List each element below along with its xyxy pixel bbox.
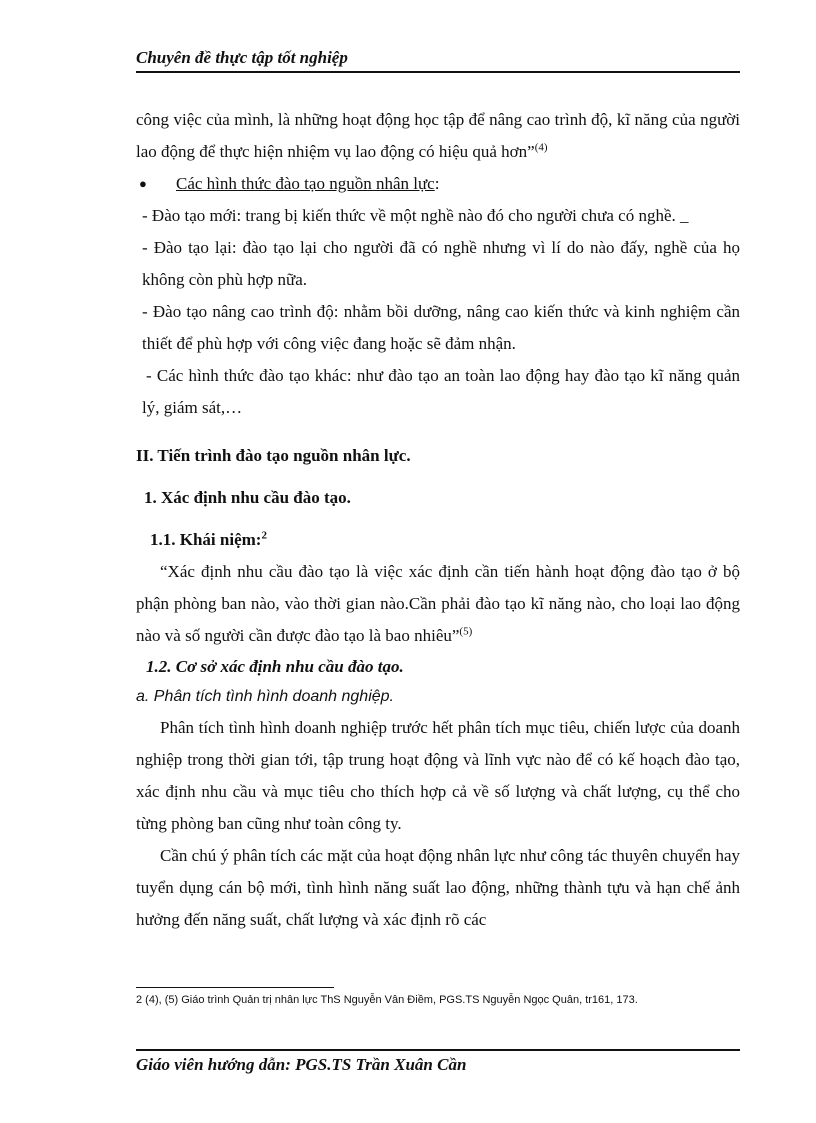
bullet-heading	[136, 168, 740, 200]
footnote	[136, 994, 740, 1006]
footnote-ref: (4)	[534, 141, 548, 154]
paragraph-definition	[136, 556, 740, 652]
header-divider	[136, 71, 740, 73]
subsubsection-heading	[136, 524, 740, 556]
footnote-ref: 2	[261, 529, 267, 542]
page-header: Chuyên đề thực tập tốt nghiệp	[136, 48, 348, 67]
footnote-ref: (5)	[459, 625, 473, 638]
footnote-mark: 2	[136, 994, 143, 1006]
footnote-divider	[136, 987, 334, 988]
list-item: - Đào tạo nâng cao trình độ: nhằm bồi dưỡng, nâng cao kiến thức và kinh nghiệm cần thiết để phù hợp với công việc đang hoặc sẽ đảm nhận.	[142, 302, 740, 353]
list-item: - Đào tạo mới: trang bị kiến thức về một nghề nào đó cho người chưa có nghề. _	[142, 206, 689, 225]
subsubsection-heading-text: 1.1. Khái niệm:	[150, 530, 262, 549]
paragraph-intro	[136, 104, 740, 168]
footer-divider	[136, 1049, 740, 1051]
subsection-heading: 1. Xác định nhu cầu đào tạo.	[144, 488, 351, 507]
subsubsection-heading-italic: 1.2. Cơ sở xác định nhu cầu đào tạo.	[146, 657, 404, 676]
list-item: - Đào tạo lại: đào tạo lại cho người đã có nghề nhưng vì lí do nào đấy, nghề của họ không còn phù hợp nữa.	[142, 238, 740, 289]
paragraph-definition-text: “Xác định nhu cầu đào tạo là việc xác định cần tiến hành hoạt động đào tạo ở bộ phận phòng ban nào, vào thời gian nào.Cần phải đào tạo kĩ năng nào, cho loại lao động nào và số người cần được đào tạo là bao nhiêu”	[136, 562, 740, 645]
list-item: - Các hình thức đào tạo khác: như đào tạo an toàn lao động hay đào tạo kĩ năng quản lý, giám sát,…	[142, 366, 740, 417]
bullet-dot-icon: ●	[139, 176, 147, 191]
page-footer: Giáo viên hướng dẫn: PGS.TS Trần Xuân Cần	[136, 1055, 467, 1074]
item-heading-a: a. Phân tích tình hình doanh nghiệp.	[136, 688, 394, 705]
bullet-heading-colon: :	[434, 174, 440, 193]
section-heading: II. Tiến trình đào tạo nguồn nhân lực.	[136, 446, 411, 465]
document-body	[136, 104, 740, 936]
paragraph-analysis-1: Phân tích tình hình doanh nghiệp trước hết phân tích mục tiêu, chiến lược của doanh nghiệp trong thời gian tới, tập trung hoạt động và lĩnh vực nào để có kế hoạch đào tạo, xác định nhu cầu và mục tiêu cho thích hợp cả về số lượng và chất lượng, cụ thể cho từng phòng ban cũng như toàn công ty.	[136, 718, 740, 833]
bullet-heading-text: Các hình thức đào tạo nguồn nhân lực	[176, 174, 435, 193]
footnote-text: (4), (5) Giáo trình Quản trị nhân lực ThS Nguyễn Vân Điềm, PGS.TS Nguyễn Ngọc Quân, tr161, 173.	[142, 994, 638, 1006]
paragraph-analysis-2: Cần chú ý phân tích các mặt của hoạt động nhân lực như công tác thuyên chuyển hay tuyển dụng cán bộ mới, tình hình năng suất lao động, những thành tựu và hạn chế ảnh hưởng đến năng suất, chất lượng và xác định rõ các	[136, 846, 740, 929]
paragraph-intro-text: công việc của mình, là những hoạt động học tập để nâng cao trình độ, kĩ năng của người lao động để thực hiện nhiệm vụ lao động có hiệu quả hơn”	[136, 110, 740, 161]
